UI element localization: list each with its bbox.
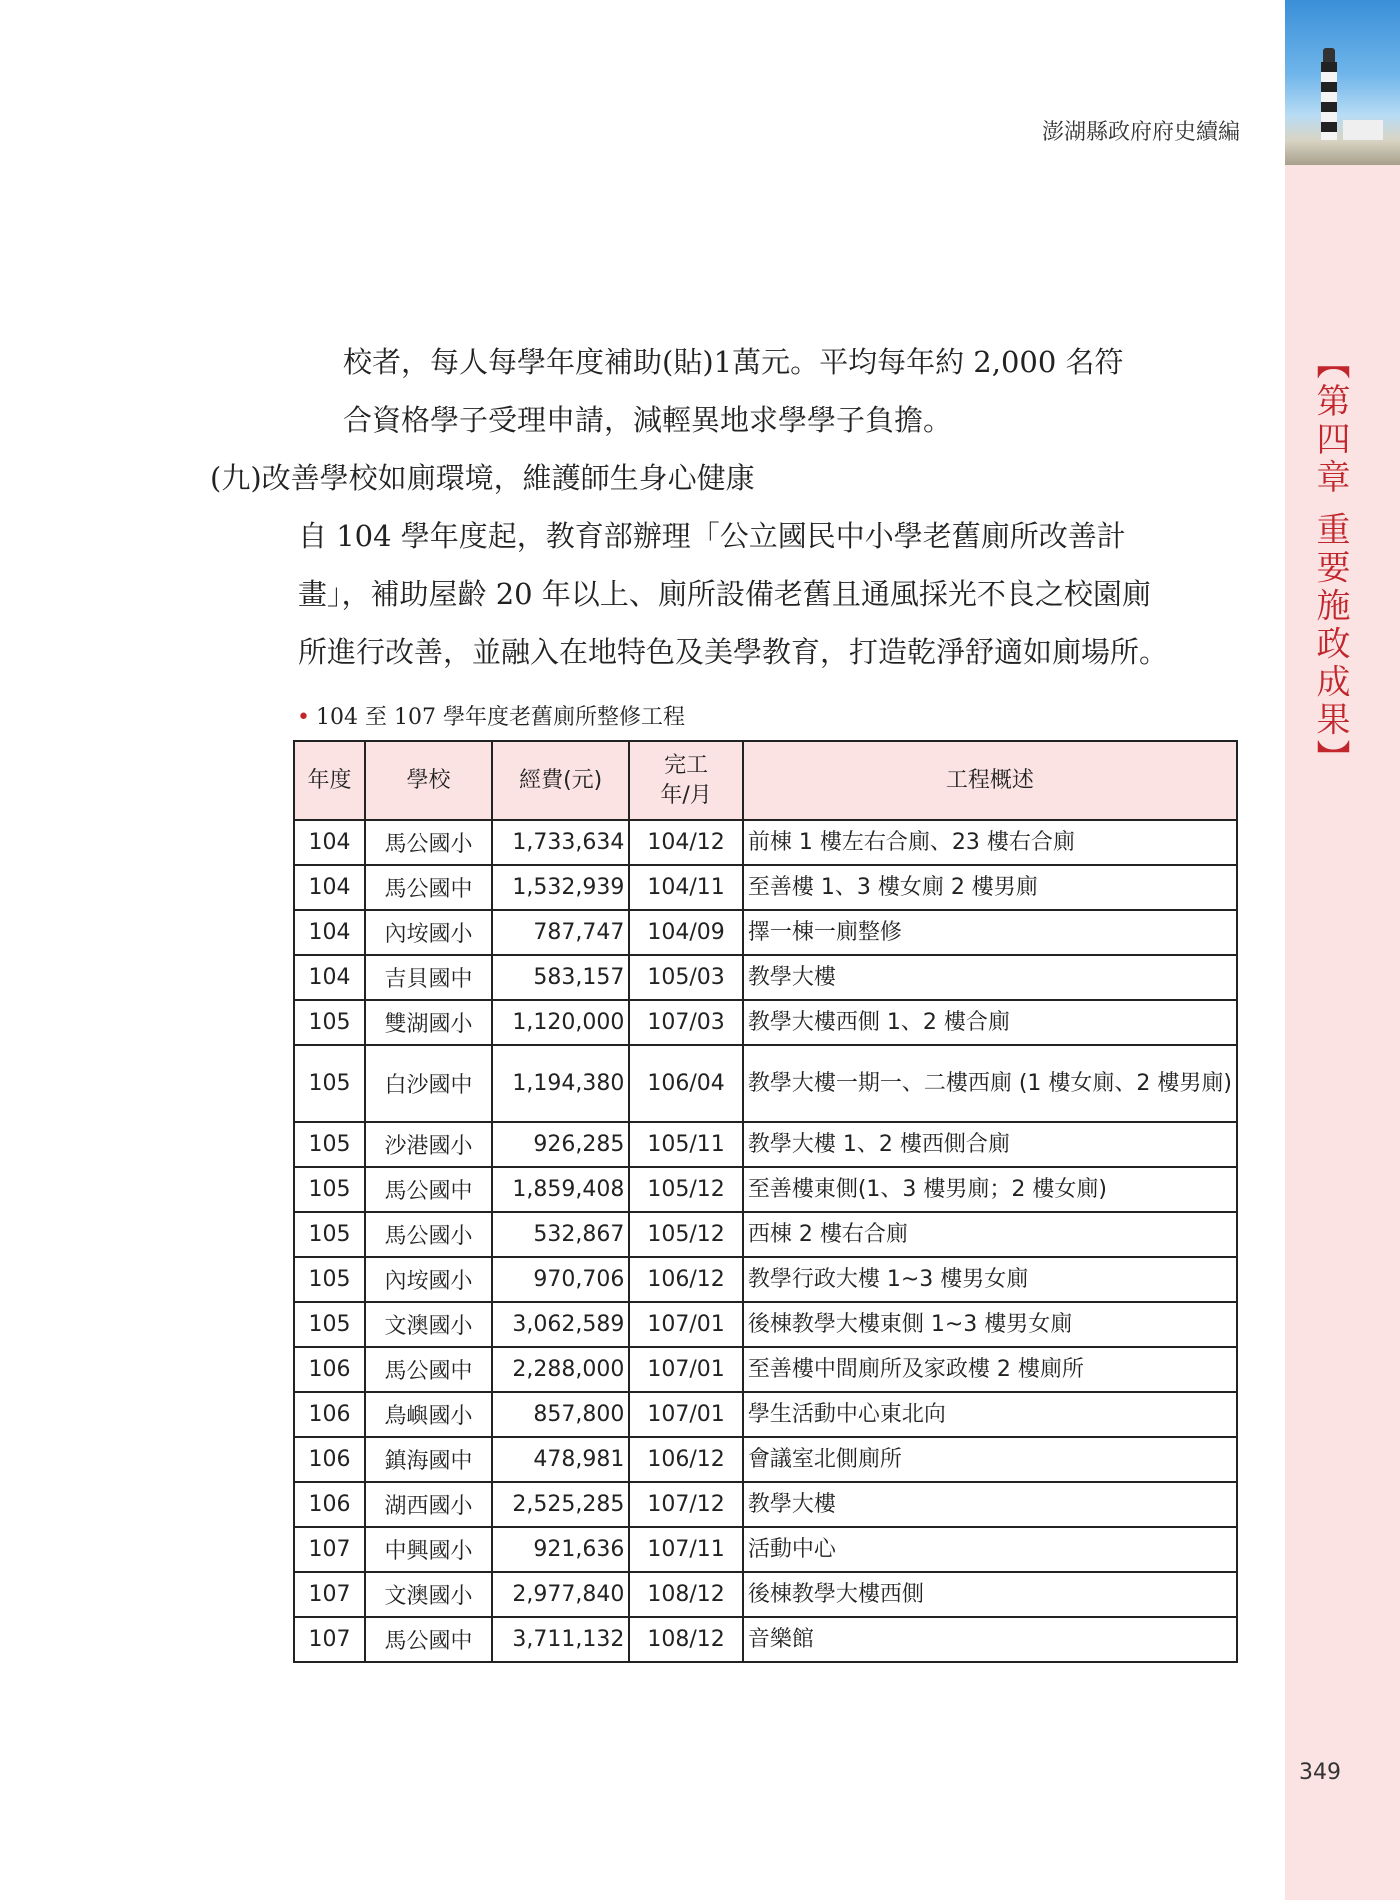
col-header-year: 年度 [294, 741, 365, 820]
paragraph-line: 自 104 學年度起，教育部辦理「公立國民中小學老舊廁所改善計 [298, 519, 1126, 553]
cell-done: 104/09 [629, 910, 743, 955]
cell-desc: 教學大樓 [743, 1482, 1237, 1527]
paragraph-line: 所進行改善，並融入在地特色及美學教育，打造乾淨舒適如廁場所。 [298, 635, 1169, 669]
cell-year: 105 [294, 1122, 365, 1167]
cell-done: 104/11 [629, 865, 743, 910]
cell-done: 108/12 [629, 1617, 743, 1662]
cell-school: 內垵國小 [365, 910, 492, 955]
cell-desc: 至善樓中間廁所及家政樓 2 樓廁所 [743, 1347, 1237, 1392]
section-heading: (九)改善學校如廁環境，維護師生身心健康 [210, 461, 755, 495]
cell-desc: 教學行政大樓 1~3 樓男女廁 [743, 1257, 1237, 1302]
cell-desc: 音樂館 [743, 1617, 1237, 1662]
cell-year: 105 [294, 1212, 365, 1257]
cell-school: 沙港國小 [365, 1122, 492, 1167]
cell-desc: 後棟教學大樓西側 [743, 1572, 1237, 1617]
bullet-icon: • [297, 705, 310, 730]
cell-desc: 活動中心 [743, 1527, 1237, 1572]
cell-cost: 2,977,840 [492, 1572, 629, 1617]
cell-school: 內垵國小 [365, 1257, 492, 1302]
cell-school: 吉貝國中 [365, 955, 492, 1000]
col-header-desc: 工程概述 [743, 741, 1237, 820]
cell-done: 105/12 [629, 1212, 743, 1257]
cell-school: 中興國小 [365, 1527, 492, 1572]
cell-cost: 2,525,285 [492, 1482, 629, 1527]
keeper-house [1343, 120, 1383, 140]
table-row [294, 1122, 1237, 1167]
table-row [294, 1347, 1237, 1392]
cell-year: 106 [294, 1437, 365, 1482]
table-row [294, 1212, 1237, 1257]
cell-year: 104 [294, 820, 365, 865]
cell-done: 107/11 [629, 1527, 743, 1572]
table-row [294, 1257, 1237, 1302]
cell-done: 107/01 [629, 1347, 743, 1392]
cell-cost: 3,711,132 [492, 1617, 629, 1662]
table-row [294, 820, 1237, 865]
cell-cost: 921,636 [492, 1527, 629, 1572]
cell-year: 107 [294, 1527, 365, 1572]
cell-school: 文澳國小 [365, 1572, 492, 1617]
side-band [1285, 0, 1400, 1900]
cell-school: 湖西國小 [365, 1482, 492, 1527]
cell-done: 107/01 [629, 1392, 743, 1437]
cell-school: 馬公國中 [365, 1617, 492, 1662]
cell-cost: 1,120,000 [492, 1000, 629, 1045]
cell-desc: 教學大樓西側 1、2 樓合廁 [743, 1000, 1237, 1045]
cell-cost: 3,062,589 [492, 1302, 629, 1347]
cell-done: 106/12 [629, 1257, 743, 1302]
cell-school: 馬公國中 [365, 1347, 492, 1392]
cell-year: 104 [294, 910, 365, 955]
cell-year: 105 [294, 1257, 365, 1302]
cell-school: 馬公國小 [365, 1212, 492, 1257]
table-caption-text: 104 至 107 學年度老舊廁所整修工程 [315, 705, 685, 730]
chapter-label: 【第四章 重要施政成果】 [1310, 345, 1350, 778]
cell-desc: 教學大樓 [743, 955, 1237, 1000]
table-row [294, 1000, 1237, 1045]
table-row [294, 1482, 1237, 1527]
cell-cost: 2,288,000 [492, 1347, 629, 1392]
cell-done: 106/12 [629, 1437, 743, 1482]
cell-year: 104 [294, 865, 365, 910]
cell-cost: 1,194,380 [492, 1045, 629, 1122]
cell-cost: 1,532,939 [492, 865, 629, 910]
table-row [294, 1045, 1237, 1122]
cell-desc: 後棟教學大樓東側 1~3 樓男女廁 [743, 1302, 1237, 1347]
lighthouse-icon [1321, 62, 1337, 140]
cell-year: 106 [294, 1392, 365, 1437]
table-row [294, 1302, 1237, 1347]
cell-school: 馬公國中 [365, 1167, 492, 1212]
col-header-done [629, 741, 743, 820]
table-row [294, 1527, 1237, 1572]
table-row [294, 1437, 1237, 1482]
cell-cost: 787,747 [492, 910, 629, 955]
page-header-title: 澎湖縣政府府史續編 [1041, 120, 1240, 145]
cell-year: 106 [294, 1482, 365, 1527]
lighthouse-photo [1285, 0, 1400, 165]
cell-done: 108/12 [629, 1572, 743, 1617]
cell-done: 107/03 [629, 1000, 743, 1045]
table-row [294, 1572, 1237, 1617]
cell-cost: 1,733,634 [492, 820, 629, 865]
cell-desc: 學生活動中心東北向 [743, 1392, 1237, 1437]
paragraph-line: 畫」，補助屋齡 20 年以上、廁所設備老舊且通風採光不良之校園廁 [298, 577, 1151, 611]
cell-cost: 857,800 [492, 1392, 629, 1437]
paragraph-line: 校者，每人每學年度補助(貼)1萬元。平均每年約 2,000 名符 [343, 345, 1124, 379]
cell-year: 106 [294, 1347, 365, 1392]
cell-desc: 西棟 2 樓右合廁 [743, 1212, 1237, 1257]
paragraph-line: 合資格學子受理申請，減輕異地求學學子負擔。 [343, 403, 953, 437]
renovation-table [293, 740, 1238, 1663]
cell-cost: 970,706 [492, 1257, 629, 1302]
table-row [294, 910, 1237, 955]
cell-done: 104/12 [629, 820, 743, 865]
table-row [294, 955, 1237, 1000]
cell-desc: 至善樓 1、3 樓女廁 2 樓男廁 [743, 865, 1237, 910]
col-header-cost: 經費(元) [492, 741, 629, 820]
lighthouse-lantern [1323, 48, 1335, 62]
cell-desc: 至善樓東側(1、3 樓男廁；2 樓女廁) [743, 1167, 1237, 1212]
table-row [294, 1167, 1237, 1212]
cell-year: 105 [294, 1167, 365, 1212]
table-row [294, 1392, 1237, 1437]
cell-desc: 教學大樓一期一、二樓西廁 (1 樓女廁、2 樓男廁) [743, 1045, 1237, 1122]
cell-cost: 532,867 [492, 1212, 629, 1257]
cell-school: 雙湖國小 [365, 1000, 492, 1045]
table-row [294, 1617, 1237, 1662]
cell-year: 105 [294, 1045, 365, 1122]
cell-desc: 教學大樓 1、2 樓西側合廁 [743, 1122, 1237, 1167]
cell-done: 105/12 [629, 1167, 743, 1212]
cell-cost: 1,859,408 [492, 1167, 629, 1212]
cell-done: 107/12 [629, 1482, 743, 1527]
cell-done: 107/01 [629, 1302, 743, 1347]
col-header-school: 學校 [365, 741, 492, 820]
cell-year: 107 [294, 1572, 365, 1617]
col-header-done-line1: 完工 [664, 752, 709, 778]
page-number: 349 [1299, 1760, 1341, 1785]
cell-desc: 擇一棟一廁整修 [743, 910, 1237, 955]
cell-school: 白沙國中 [365, 1045, 492, 1122]
cell-done: 106/04 [629, 1045, 743, 1122]
cell-school: 文澳國小 [365, 1302, 492, 1347]
cell-year: 104 [294, 955, 365, 1000]
cell-school: 鳥嶼國小 [365, 1392, 492, 1437]
table-header-row [294, 741, 1237, 820]
cell-desc: 會議室北側廁所 [743, 1437, 1237, 1482]
cell-school: 鎮海國中 [365, 1437, 492, 1482]
table-row [294, 865, 1237, 910]
cell-school: 馬公國中 [365, 865, 492, 910]
cell-year: 107 [294, 1617, 365, 1662]
cell-done: 105/03 [629, 955, 743, 1000]
cell-cost: 478,981 [492, 1437, 629, 1482]
cell-done: 105/11 [629, 1122, 743, 1167]
cell-school: 馬公國小 [365, 820, 492, 865]
col-header-done-line2: 年/月 [660, 782, 712, 808]
cell-desc: 前棟 1 樓左右合廁、23 樓右合廁 [743, 820, 1237, 865]
cell-cost: 926,285 [492, 1122, 629, 1167]
cell-cost: 583,157 [492, 955, 629, 1000]
cell-year: 105 [294, 1000, 365, 1045]
cell-year: 105 [294, 1302, 365, 1347]
table-caption [297, 700, 685, 731]
